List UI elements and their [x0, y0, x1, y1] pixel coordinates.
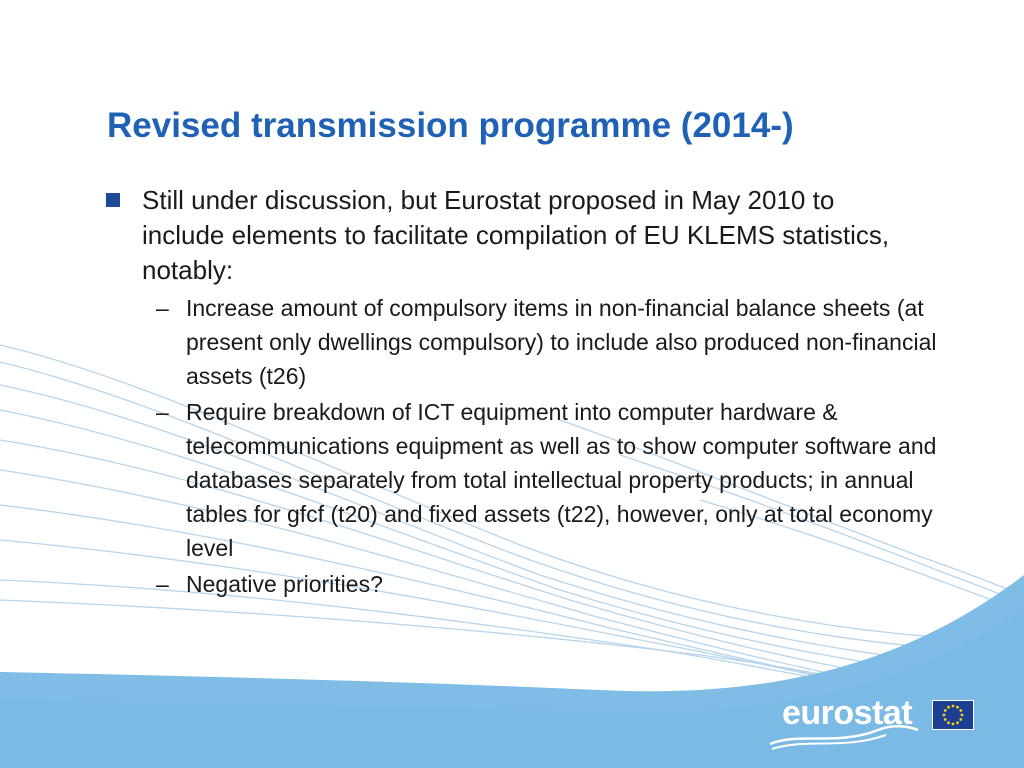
bullet-text: Still under discussion, but Eurostat proposed in May 2010 to include elements to facilitate compilation of EU KLEMS statistics, notably:	[142, 185, 890, 285]
sub-bullet-item	[152, 291, 946, 393]
logo-swoosh-icon	[768, 724, 928, 750]
dash-bullet: –	[156, 571, 169, 597]
eu-flag-icon	[932, 700, 974, 730]
sub-bullet-text: Require breakdown of ICT equipment into computer hardware & telecommunications equipment as well as to show computer software and databases separately from total intellectual property products; in annual tables for gfcf (t20) and fixed assets (t22), however, only at total economy level	[186, 399, 937, 561]
sub-bullet-text: Negative priorities?	[186, 571, 383, 597]
dash-bullet: –	[156, 295, 169, 321]
logo-text: eurostat	[782, 694, 913, 732]
eurostat-logo	[768, 690, 978, 750]
square-bullet-icon	[106, 193, 120, 207]
sub-bullet-list	[106, 291, 946, 601]
dash-bullet: –	[156, 399, 169, 425]
slide-title: Revised transmission programme (2014-)	[107, 106, 794, 145]
bullet-item	[106, 183, 902, 288]
sub-bullet-item	[152, 395, 946, 565]
sub-bullet-item	[152, 567, 946, 601]
slide-content	[106, 183, 946, 603]
sub-bullet-text: Increase amount of compulsory items in non-financial balance sheets (at present only dwellings compulsory) to include also produced non-financial assets (t26)	[186, 295, 937, 389]
